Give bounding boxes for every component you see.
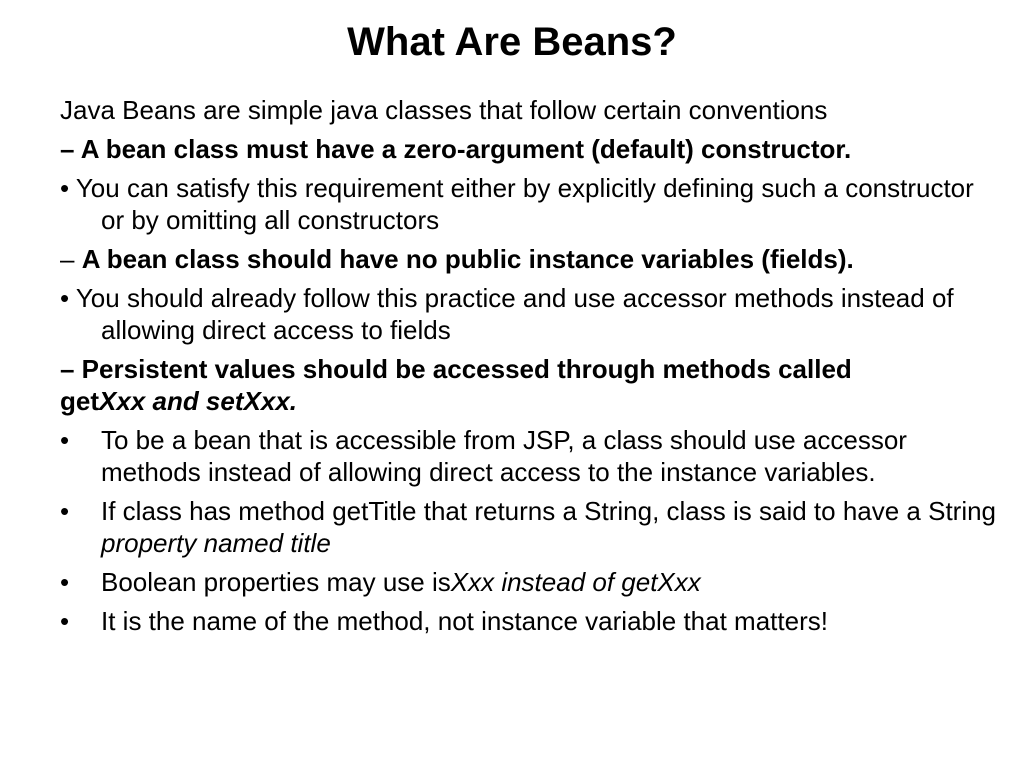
rule-dash: – <box>60 244 82 274</box>
rule-constructor-note: • You can satisfy this requirement either by explicitly defining such a constructor or by omitting all constructors <box>60 173 974 235</box>
bullet-icon: • <box>60 567 70 597</box>
bullet-item-gettitle-property <box>60 495 1000 559</box>
slide-body <box>60 94 1000 644</box>
accessor-get-prefix: get <box>60 386 99 416</box>
intro-text: Java Beans are simple java classes that follow certain conventions <box>60 95 828 125</box>
rule-no-public-fields <box>60 243 1000 275</box>
bullet-text-italic: Xxx instead of getXxx <box>450 567 701 597</box>
bullet-text: To be a bean that is accessible from JSP, a class should use accessor methods instead of allowing direct access to the instance variables. <box>101 425 907 487</box>
rule-accessor-methods-names <box>60 385 1000 417</box>
bullet-text: It is the name of the method, not instance variable that matters! <box>101 606 828 636</box>
bullet-text: If class has method getTitle that returns a String, class is said to have a String <box>101 496 997 526</box>
rule-accessor-methods: – Persistent values should be accessed through methods called <box>60 354 852 384</box>
rule-no-public-fields-text: A bean class should have no public instance variables (fields). <box>81 244 854 274</box>
bullet-icon: • <box>60 606 70 636</box>
accessor-names-italic: Xxx and setXxx. <box>99 386 297 416</box>
bullet-item-boolean-properties <box>60 566 1000 598</box>
bullet-text-italic: property named title <box>101 528 331 558</box>
bullet-text: Boolean properties may use is <box>101 567 451 597</box>
rule-fields-note: • You should already follow this practice and use accessor methods instead of allowing direct access to fields <box>60 283 954 345</box>
bullet-item-method-name-matters <box>60 605 1000 637</box>
bullet-icon: • <box>60 425 70 455</box>
bullet-icon: • <box>60 496 70 526</box>
rule-zero-arg-constructor: – A bean class must have a zero-argument (default) constructor. <box>60 134 852 164</box>
bullet-item-jsp-access <box>60 424 1000 488</box>
slide-title: What Are Beans? <box>347 20 677 64</box>
